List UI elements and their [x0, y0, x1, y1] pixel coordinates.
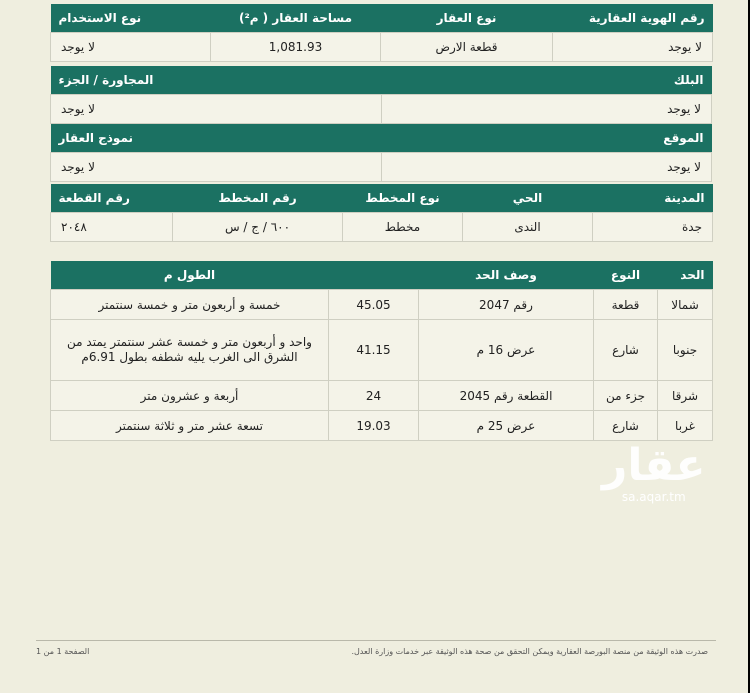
boundary-type-header: النوع	[594, 261, 658, 290]
city-value: جدة	[593, 213, 713, 242]
property-type-header: نوع العقار	[381, 4, 553, 33]
neighborhood-part-header: المجاورة / الجزء	[51, 66, 382, 95]
aqar-url: sa.aqar.tm	[621, 490, 686, 504]
boundary-length-number: 19.03	[329, 411, 419, 441]
aqar-logo: عقار	[602, 440, 706, 491]
footer-note: صدرت هذه الوثيقة من منصة البورصة العقارية ويمكن التحقق من صحة هذه الوثيقة عبر خدمات وزارة العدل.	[351, 647, 708, 656]
location-header: الموقع	[381, 124, 712, 153]
plot-number-header: رقم القطعة	[51, 184, 173, 213]
plan-type-value: مخطط	[343, 213, 463, 242]
boundary-type: قطعة	[594, 290, 658, 320]
property-area-value: 1,081.93	[211, 33, 381, 62]
boundary-length-text: أربعة و عشرون متر	[51, 381, 329, 411]
boundary-type: جزء من	[594, 381, 658, 411]
property-info-table	[50, 4, 712, 62]
boundary-direction: شرقا	[658, 381, 713, 411]
block-header: البلك	[381, 66, 712, 95]
usage-type-value: لا يوجد	[51, 33, 211, 62]
neighborhood-part-value: لا يوجد	[51, 95, 382, 124]
district-value: الندى	[463, 213, 593, 242]
boundary-length-number: 41.15	[329, 320, 419, 381]
plan-info-table	[50, 184, 712, 242]
boundary-description: القطعة رقم 2045	[419, 381, 594, 411]
boundary-type: شارع	[594, 320, 658, 381]
boundaries-table	[50, 261, 712, 441]
boundary-length-text: واحد و أربعون متر و خمسة عشر سنتمتر يمتد من الشرق الى الغرب يليه شطفه بطول 6.91م	[51, 320, 329, 381]
boundary-description: رقم 2047	[419, 290, 594, 320]
boundary-direction: شمالا	[658, 290, 713, 320]
footer-divider	[36, 640, 716, 641]
property-type-value: قطعة الارض	[381, 33, 553, 62]
boundary-direction-header: الحد	[658, 261, 713, 290]
table-row	[51, 411, 713, 441]
boundary-type: شارع	[594, 411, 658, 441]
boundary-direction: جنوبا	[658, 320, 713, 381]
boundary-length-number: 24	[329, 381, 419, 411]
plan-number-value: ٦٠٠ / ج / س	[173, 213, 343, 242]
boundary-description-header: وصف الحد	[419, 261, 594, 290]
boundary-description: عرض 16 م	[419, 320, 594, 381]
table-row	[51, 320, 713, 381]
aqar-watermark	[602, 442, 706, 504]
usage-type-header: نوع الاستخدام	[51, 4, 211, 33]
boundary-length-text: تسعة عشر متر و ثلاثة سنتمتر	[51, 411, 329, 441]
location-value: لا يوجد	[381, 153, 712, 182]
boundary-length-text: خمسة و أربعون متر و خمسة سنتمتر	[51, 290, 329, 320]
plan-type-header: نوع المخطط	[343, 184, 463, 213]
property-area-header: مساحة العقار ( م²)	[211, 4, 381, 33]
page-number: الصفحة 1 من 1	[36, 647, 90, 656]
plan-number-header: رقم المخطط	[173, 184, 343, 213]
boundary-length-header-blank	[329, 261, 419, 290]
table-row	[51, 290, 713, 320]
boundary-direction: غربا	[658, 411, 713, 441]
block-table	[50, 66, 712, 124]
city-header: المدينة	[593, 184, 713, 213]
plot-number-value: ٢٠٤٨	[51, 213, 173, 242]
property-model-header: نموذج العقار	[51, 124, 382, 153]
table-row	[51, 381, 713, 411]
boundary-length-number: 45.05	[329, 290, 419, 320]
location-table	[50, 124, 712, 182]
property-id-header: رقم الهوية العقارية	[553, 4, 713, 33]
property-model-value: لا يوجد	[51, 153, 382, 182]
boundary-description: عرض 25 م	[419, 411, 594, 441]
district-header: الحي	[463, 184, 593, 213]
property-id-value: لا يوجد	[553, 33, 713, 62]
block-value: لا يوجد	[381, 95, 712, 124]
boundary-length-header: الطول م	[51, 261, 329, 290]
